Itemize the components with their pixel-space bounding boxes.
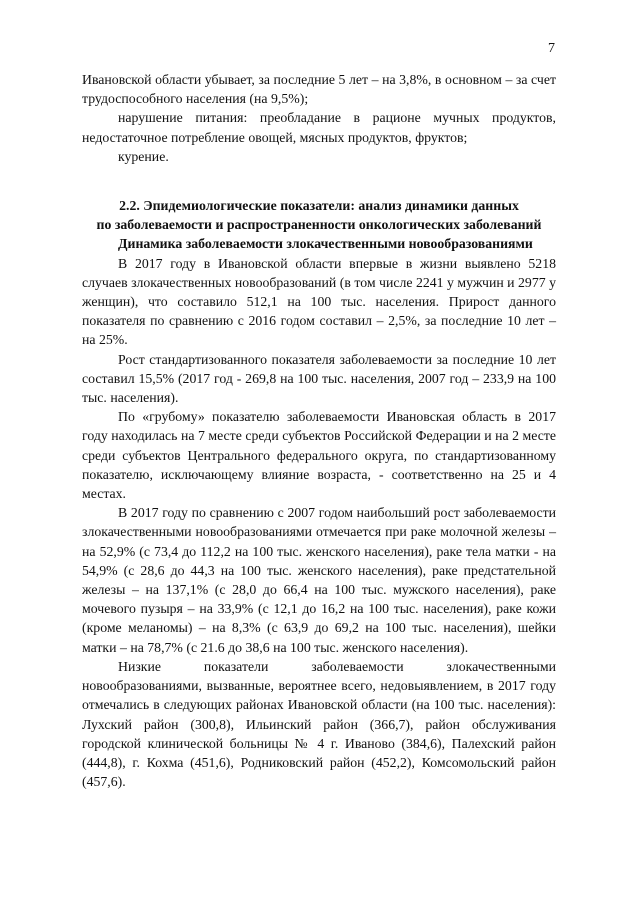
paragraph-low-incidence-districts: Низкие показатели заболеваемости злокачественными новообразованиями, вызванные, вероятнее всего, недовыявлением, в 2017 году отмечались в следующих районах Ивановской области (на 100 тыс. населения): Лухский район (300,8), Ильинский район (366,7), район обслуживания городской клинической больницы № 4 г. Иваново (384,6), Палехский район (444,8), г. Кохма (451,6), Родниковский район (452,2), Комсомольский район (457,6). (82, 658, 556, 790)
document-body (82, 70, 556, 791)
paragraph-ranking: По «грубому» показателю заболеваемости Ивановская область в 2017 году находилась на 7 месте среди субъектов Российской Федерации и на 2 месте среди субъектов Центрального федерального округа, по стандартизованному показателю, исключающему влияние возраста, - соответственно на 25 и 4 местах. (82, 409, 556, 502)
page-number: 7 (548, 41, 555, 56)
paragraph-incidence-2017: В 2017 году в Ивановской области впервые в жизни выявлено 5218 случаев злокачественных новообразований (в том числе 2241 у мужчин и 2977 у женщин), что составило 512,1 на 100 тыс. населения. Прирост данного показателя по сравнению с 2016 годом составил – 2,5%, за последние 10 лет – на 25%. (82, 255, 556, 348)
section-title-line-1: 2.2. Эпидемиологические показатели: анализ динамики данных (119, 198, 519, 214)
intro-paragraph-continuation: Ивановской области убывает, за последние 5 лет – на 3,8%, в основном – за счет трудоспособного населения (на 9,5%); (82, 72, 556, 107)
paragraph-growth-by-site: В 2017 году по сравнению с 2007 годом наибольший рост заболеваемости злокачественными новообразованиями отмечается при раке молочной железы – на 52,9% (с 73,4 до 112,2 на 100 тыс. женского населения), раке тела матки - на 54,9% (с 28,6 до 44,3 на 100 тыс. женского населения), раке предстательной железы – на 137,1% (с 28,0 до 66,4 на 100 тыс. мужского населения), раке мочевого пузыря – на 33,9% (с 12,1 до 16,2 на 100 тыс. населения), раке кожи (кроме меланомы) – на 8,3% (с 63,9 до 69,2 на 100 тыс. населения), шейки матки – на 78,7% (с 21.6 до 38,6 на 100 тыс. женского населения). (82, 505, 556, 655)
subsection-heading: Динамика заболеваемости злокачественными новообразованиями (118, 236, 533, 252)
section-title-line-2: по заболеваемости и распространенности онкологических заболеваний (96, 217, 542, 233)
intro-paragraph-smoking: курение. (118, 148, 169, 164)
section-title (82, 196, 556, 234)
paragraph-standardized-rate: Рост стандартизованного показателя заболеваемости за последние 10 лет составил 15,5% (2017 год - 269,8 на 100 тыс. населения, 2007 год – 233,9 на 100 тыс. населения). (82, 351, 556, 406)
intro-paragraph-nutrition: нарушение питания: преобладание в рационе мучных продуктов, недостаточное потребление овощей, мясных продуктов, фруктов; (82, 110, 556, 145)
